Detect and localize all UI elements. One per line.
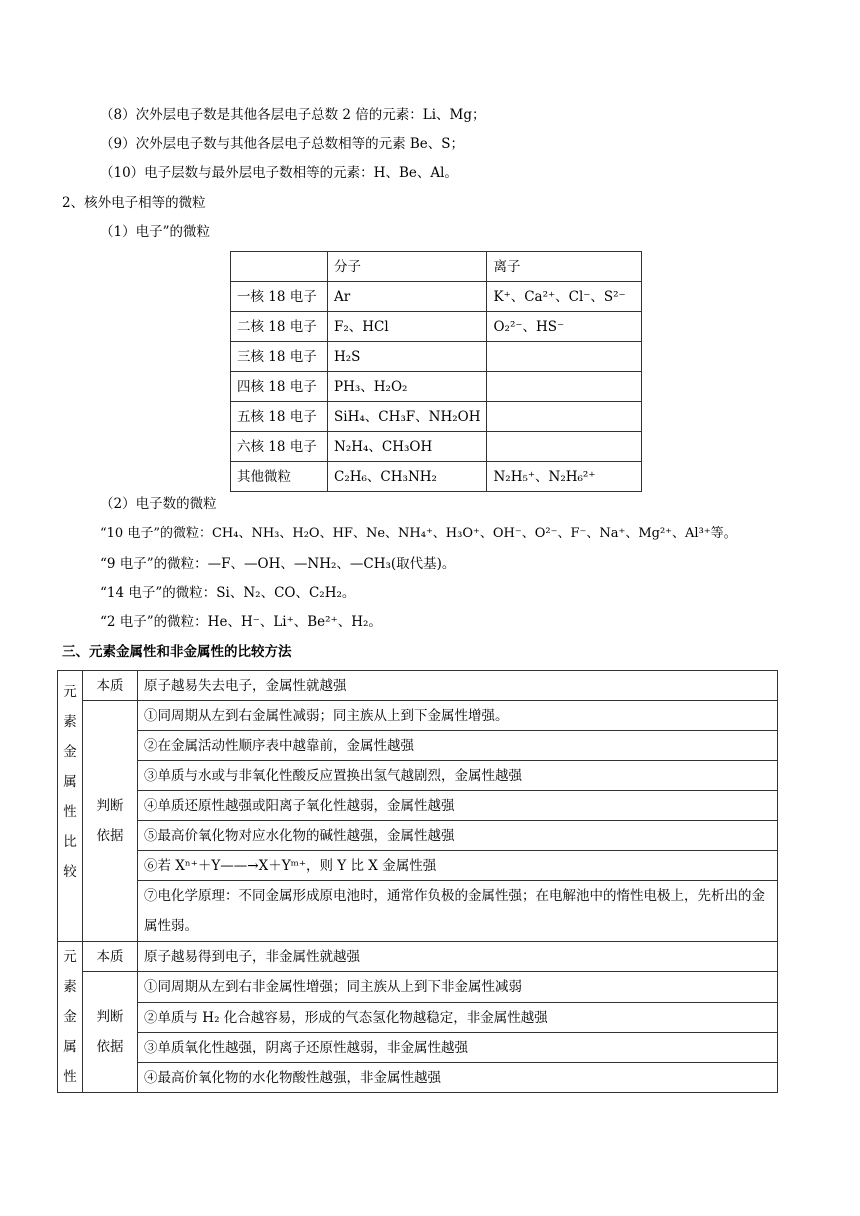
essence-label: 本质 [83, 671, 138, 701]
electron-10-line: “10 电子”的微粒：CH₄、NH₃、H₂O、HF、Ne、NH₄⁺、H₃O⁺、OH⁻、O²⁻、F⁻、Na⁺、Mg²⁺、Al³⁺等。 [100, 526, 737, 541]
molecule-cell: SiH₄、CH₃F、NH₂OH [328, 402, 487, 432]
table-header-cell: 分子 [328, 252, 487, 282]
list-item-9: （9）次外层电子数与其他各层电子总数相等的元素 Be、S； [100, 136, 465, 152]
table-row [58, 731, 778, 761]
subsection-2-heading: （2）电子数的微粒 [100, 496, 217, 512]
molecule-cell: N₂H₄、CH₃OH [328, 432, 487, 462]
row-label: 四核 18 电子 [231, 372, 328, 402]
ion-cell: N₂H₅⁺、N₂H₆²⁺ [487, 462, 642, 492]
table-row [58, 881, 778, 942]
table-row [58, 851, 778, 881]
molecule-cell: Ar [328, 282, 487, 312]
essence-text: 原子越易失去电子，金属性就越强 [138, 671, 778, 701]
table-row [231, 462, 642, 492]
criteria-label: 判断 依据 [83, 972, 138, 1093]
table-row [231, 372, 642, 402]
ion-cell: O₂²⁻、HS⁻ [487, 312, 642, 342]
table-row [58, 791, 778, 821]
table-row [58, 1033, 778, 1063]
ion-cell [487, 342, 642, 372]
table-row [58, 972, 778, 1003]
row-label: 五核 18 电子 [231, 402, 328, 432]
table-header-cell [231, 252, 328, 282]
criteria-item: ⑥若 Xⁿ⁺＋Y——→X＋Yᵐ⁺，则 Y 比 X 金属性强 [138, 851, 778, 881]
row-label: 三核 18 电子 [231, 342, 328, 372]
ion-cell [487, 372, 642, 402]
criteria-item: ③单质氧化性越强，阴离子还原性越弱，非金属性越强 [138, 1033, 778, 1063]
row-label: 其他微粒 [231, 462, 328, 492]
criteria-item: ①同周期从左到右非金属性增强；同主族从上到下非金属性减弱 [138, 972, 778, 1003]
criteria-item: ③单质与水或与非氧化性酸反应置换出氢气越剧烈，金属性越强 [138, 761, 778, 791]
criteria-item: ④单质还原性越强或阳离子氧化性越弱，金属性越强 [138, 791, 778, 821]
criteria-item: ⑤最高价氧化物对应水化物的碱性越强，金属性越强 [138, 821, 778, 851]
table-row [58, 1003, 778, 1033]
list-item-8: （8）次外层电子数是其他各层电子总数 2 倍的元素：Li、Mg； [100, 107, 486, 123]
table-row [58, 821, 778, 851]
electron-9-line: “9 电子”的微粒：—F、—OH、—NH₂、—CH₃(取代基)。 [100, 556, 456, 572]
list-item-10: （10）电子层数与最外层电子数相等的元素：H、Be、Al。 [100, 165, 458, 181]
table-row [231, 312, 642, 342]
table-row [231, 342, 642, 372]
table-row [231, 402, 642, 432]
table-row [231, 432, 642, 462]
table-row [58, 701, 778, 731]
metallicity-comparison-table [57, 670, 778, 1093]
electron-2-line: “2 电子”的微粒：He、H⁻、Li⁺、Be²⁺、H₂。 [100, 614, 382, 630]
table-header-row [231, 252, 642, 282]
row-label: 二核 18 电子 [231, 312, 328, 342]
table-row [58, 671, 778, 701]
table-row [58, 1063, 778, 1093]
criteria-item: ①同周期从左到右金属性减弱；同主族从上到下金属性增强。 [138, 701, 778, 731]
molecule-cell: F₂、HCl [328, 312, 487, 342]
ion-cell: K⁺、Ca²⁺、Cl⁻、S²⁻ [487, 282, 642, 312]
section-3-heading: 三、元素金属性和非金属性的比较方法 [62, 644, 292, 660]
nonmetal-group-label: 元 素 金 属 性 [58, 942, 83, 1093]
metal-group-label: 元 素 金 属 性 比 较 [58, 671, 83, 942]
table-row [58, 761, 778, 791]
molecule-cell: PH₃、H₂O₂ [328, 372, 487, 402]
essence-label: 本质 [83, 942, 138, 972]
molecule-cell: H₂S [328, 342, 487, 372]
subsection-1-heading: （1）电子”的微粒 [100, 224, 210, 240]
ion-cell [487, 402, 642, 432]
table-row [231, 282, 642, 312]
essence-text: 原子越易得到电子，非金属性就越强 [138, 942, 778, 972]
criteria-item: ④最高价氧化物的水化物酸性越强，非金属性越强 [138, 1063, 778, 1093]
electron-14-line: “14 电子”的微粒：Si、N₂、CO、C₂H₂。 [100, 585, 356, 601]
electron-18-table [230, 251, 642, 492]
row-label: 六核 18 电子 [231, 432, 328, 462]
criteria-label: 判断 依据 [83, 701, 138, 942]
table-row [58, 942, 778, 972]
row-label: 一核 18 电子 [231, 282, 328, 312]
criteria-item: ②单质与 H₂ 化合越容易，形成的气态氢化物越稳定，非金属性越强 [138, 1003, 778, 1033]
criteria-item: ⑦电化学原理：不同金属形成原电池时，通常作负极的金属性强；在电解池中的惰性电极上，先析出的金属性弱。 [138, 881, 778, 942]
criteria-item: ②在金属活动性顺序表中越靠前，金属性越强 [138, 731, 778, 761]
ion-cell [487, 432, 642, 462]
table-header-cell: 离子 [487, 252, 642, 282]
section-2-heading: 2、核外电子相等的微粒 [62, 195, 206, 211]
molecule-cell: C₂H₆、CH₃NH₂ [328, 462, 487, 492]
